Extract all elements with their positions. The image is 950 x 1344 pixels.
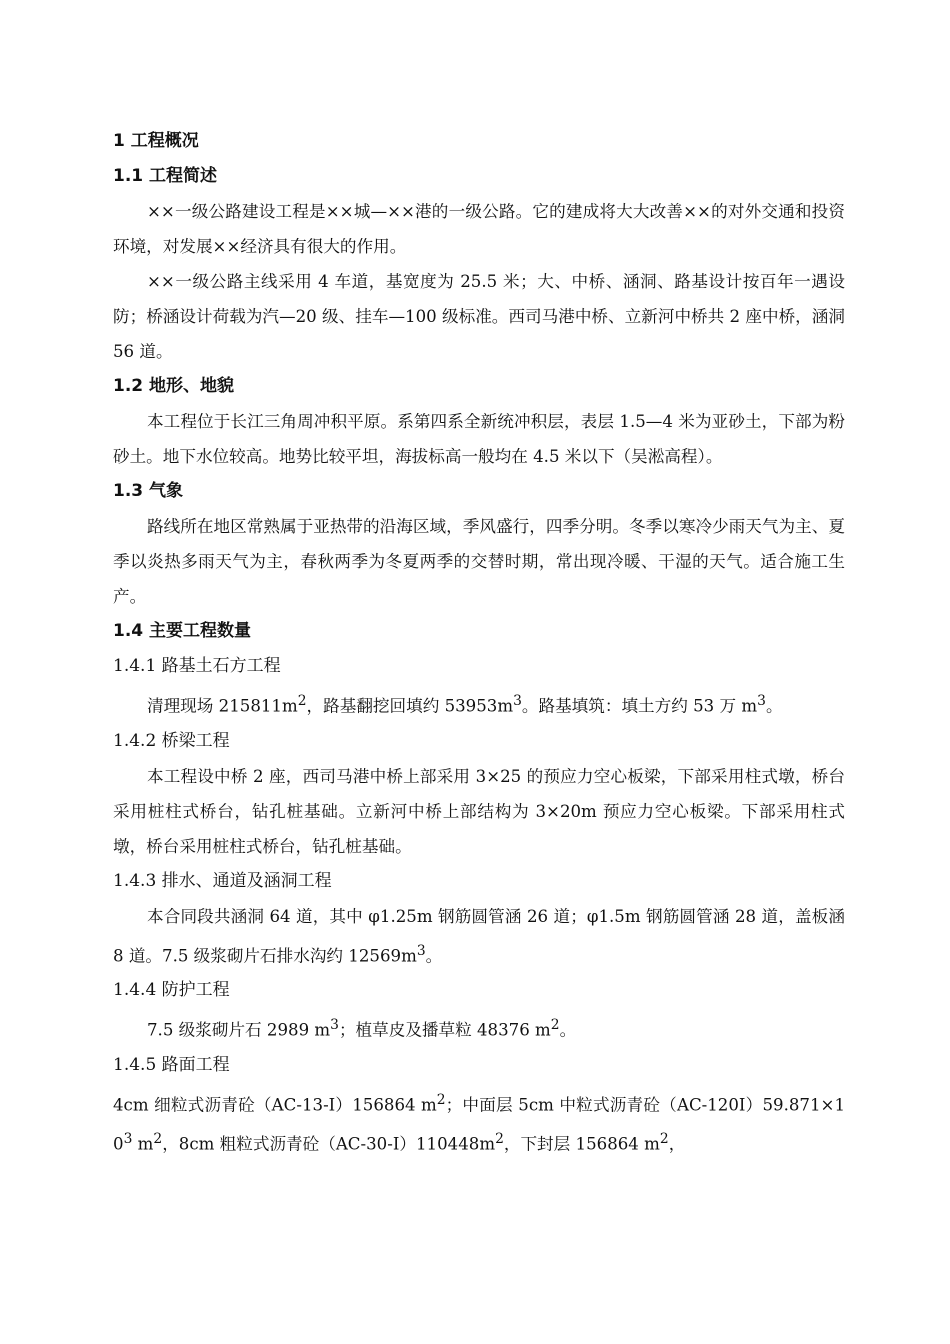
subsection-heading-1-4-1: 1.4.1 路基土石方工程 <box>113 656 281 676</box>
section-heading-1-3: 1.3 气象 <box>113 481 184 501</box>
paragraph-1-4-5 <box>113 1083 845 1162</box>
paragraph-1-4-4 <box>113 1008 845 1048</box>
superscript: 2 <box>436 1091 446 1108</box>
superscript: 3 <box>330 1017 339 1034</box>
text-run: ， <box>668 1134 686 1154</box>
paragraph-1-2: 本工程位于长江三角周冲积平原。系第四系全新统冲积层，表层 1.5—4 米为亚砂土，下部为粉砂土。地下水位较高。地势比较平坦，海拔标高一般均在 4.5 米以下（吴淞高程）。 <box>113 412 845 466</box>
text-run: ；植草皮及播草粒 48376 m <box>338 1020 551 1040</box>
paragraph-1-4-3 <box>113 899 845 974</box>
text-run: 清理现场 215811m <box>147 696 298 716</box>
text-run: 。路基填筑：填土方约 53 万 m <box>521 696 758 716</box>
paragraph-1-4-2: 本工程设中桥 2 座，西司马港中桥上部采用 3×25 的预应力空心板梁，下部采用柱式墩，桥台采用桩柱式桥台，钻孔桩基础。立新河中桥上部结构为 3×20m 预应力空心板梁。下部采用柱式墩，桥台采用桩柱式桥台，钻孔桩基础。 <box>113 766 845 856</box>
document-page <box>113 124 845 1162</box>
section-heading-1-4: 1.4 主要工程数量 <box>113 621 252 641</box>
subsection-heading-1-4-4: 1.4.4 防护工程 <box>113 980 230 1001</box>
text-run: 7.5 级浆砌片石 2989 m <box>147 1020 331 1040</box>
superscript: 2 <box>495 1131 504 1148</box>
paragraph-1-4-1 <box>113 684 845 724</box>
text-run: 4cm 细粒式沥青砼（AC-13-I）156864 m <box>113 1095 437 1115</box>
section-heading-1-1: 1.1 工程简述 <box>113 166 218 186</box>
text-run: 本合同段共涵洞 64 道，其中 φ1.25m 钢筋圆管涵 26 道；φ1.5m 钢筋圆管涵 28 道，盖板涵 8 道。7.5 级浆砌片石排水沟约 12569m <box>113 906 845 966</box>
superscript: 2 <box>659 1131 669 1148</box>
superscript: 3 <box>757 693 766 709</box>
text-run: ，路基翻挖回填约 53953m <box>306 696 514 716</box>
superscript: 3 <box>513 693 522 709</box>
chapter-heading: 1 工程概况 <box>113 131 199 151</box>
section-heading-1-2: 1.2 地形、地貌 <box>113 376 235 396</box>
subsection-heading-1-4-2: 1.4.2 桥梁工程 <box>113 730 230 751</box>
superscript: 2 <box>297 693 307 709</box>
superscript: 2 <box>153 1131 163 1148</box>
superscript: 3 <box>416 942 426 959</box>
text-run: ；中面层 5cm 中粒式沥青砼（AC-120I）59.871×10 <box>113 1095 845 1154</box>
subsection-heading-1-4-5: 1.4.5 路面工程 <box>113 1054 230 1075</box>
paragraph-1-1-b: ××一级公路主线采用 4 车道，基宽度为 25.5 米；大、中桥、涵洞、路基设计按百年一遇设防；桥涵设计荷载为汽—20 级、挂车—100 级标准。西司马港中桥、立新河中桥共 2 座中桥，涵洞 56 道。 <box>113 272 845 361</box>
text-run: 。 <box>765 696 783 716</box>
superscript: 2 <box>550 1017 560 1034</box>
paragraph-1-1-a: ××一级公路建设工程是××城—××港的一级公路。它的建成将大大改善××的对外交通和投资环境，对发展××经济具有很大的作用。 <box>113 202 845 256</box>
text-run: ，下封层 156864 m <box>503 1134 660 1154</box>
text-run: 。 <box>425 946 443 966</box>
paragraph-1-3: 路线所在地区常熟属于亚热带的沿海区域，季风盛行，四季分明。冬季以寒冷少雨天气为主、夏季以炎热多雨天气为主，春秋两季为冬夏两季的交替时期，常出现冷暖、干湿的天气。适合施工生产。 <box>113 517 845 606</box>
subsection-heading-1-4-3: 1.4.3 排水、通道及涵洞工程 <box>113 870 332 891</box>
text-run: m <box>132 1134 154 1154</box>
superscript: 3 <box>123 1131 133 1148</box>
text-run: 。 <box>559 1020 577 1040</box>
text-run: ，8cm 粗粒式沥青砼（AC-30-I）110448m <box>162 1134 496 1154</box>
